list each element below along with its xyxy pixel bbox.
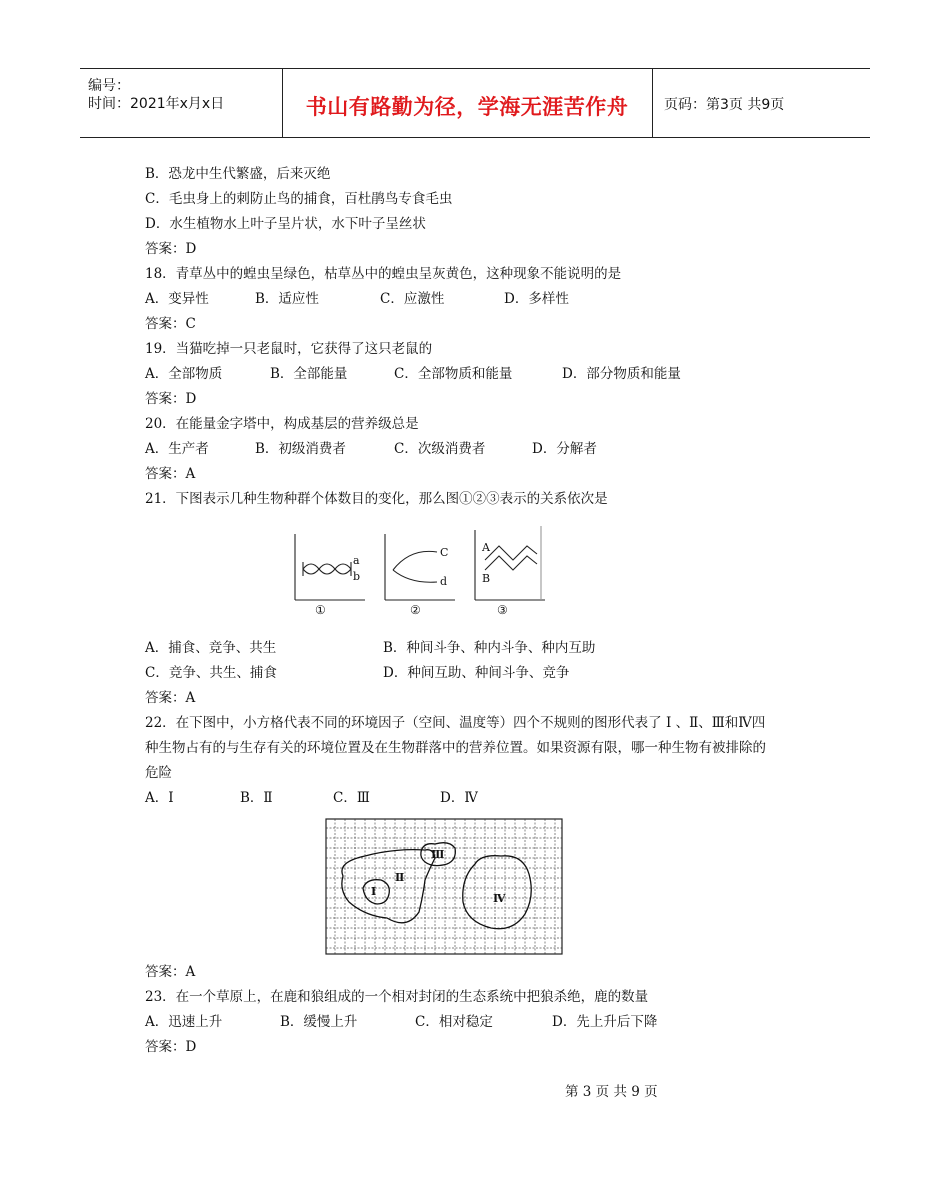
q19-option: B．全部能量	[270, 366, 348, 382]
q20-option: B．初级消费者	[255, 441, 346, 457]
q22-option: D．Ⅳ	[440, 790, 478, 806]
header-motto-cell	[282, 69, 653, 137]
q22-option: C．Ⅲ	[333, 790, 370, 806]
question-23: 23．在一个草原上，在鹿和狼组成的一个相对封闭的生态系统中把狼杀绝，鹿的数量	[145, 989, 649, 1005]
q21-figure	[285, 522, 550, 618]
q22-option: B．Ⅱ	[240, 790, 273, 806]
label-iii: Ⅲ	[431, 848, 445, 861]
question-22-line3: 危险	[145, 765, 172, 781]
page-footer: 第 3 页 共 9 页	[565, 1084, 658, 1100]
q22-option: A．Ⅰ	[145, 790, 174, 806]
answer-22: 答案：A	[145, 964, 196, 980]
q23-option: C．相对稳定	[415, 1014, 493, 1030]
graph1-curve-a	[303, 564, 351, 569]
option-line-c: C．毛虫身上的刺防止鸟的捕食，百杜鹃鸟专食毛虫	[145, 191, 453, 207]
answer-20: 答案：A	[145, 466, 196, 482]
motto: 书山有路勤为径，学海无涯苦作舟	[305, 95, 629, 119]
q19-option: D．部分物质和能量	[562, 366, 681, 382]
q23-option: A．迅速上升	[145, 1014, 223, 1030]
q21-option: A．捕食、竞争、共生	[145, 640, 277, 656]
date-label: 时间：2021年x月x日	[88, 96, 225, 112]
graph2-label-c: C	[440, 546, 449, 559]
option-line-b: B．恐龙中生代繁盛，后来灭绝	[145, 166, 331, 182]
answer-17: 答案：D	[145, 241, 197, 257]
graph2-label-d: d	[440, 575, 448, 588]
q18-option: D．多样性	[504, 291, 569, 307]
q18-option: A．变异性	[145, 291, 209, 307]
graph1-label-b: b	[353, 570, 361, 583]
question-19: 19．当猫吃掉一只老鼠时，它获得了这只老鼠的	[145, 341, 433, 357]
question-22-line1: 22．在下图中，小方格代表不同的环境因子（空间、温度等）四个不规则的图形代表了 Ⅰ 、Ⅱ、Ⅲ和Ⅳ四	[145, 715, 766, 731]
graph3-label-a: A	[482, 541, 490, 554]
graph1-caption: ①	[315, 603, 326, 617]
graph1-label-a: a	[353, 554, 360, 567]
grid-border	[326, 819, 562, 954]
graph2-curve-d	[393, 570, 437, 582]
graph2-curve-c	[393, 551, 437, 570]
page-header	[80, 68, 870, 138]
answer-18: 答案：C	[145, 316, 196, 332]
question-18: 18．青草丛中的蝗虫呈绿色，枯草丛中的蝗虫呈灰黄色，这种现象不能说明的是	[145, 266, 622, 282]
q20-option: D．分解者	[532, 441, 597, 457]
question-22-line2: 种生物占有的与生存有关的环境位置及在生物群落中的营养位置。如果资源有限，哪一种生物有被排除的	[145, 740, 766, 756]
q19-option: A．全部物质	[145, 366, 223, 382]
q21-option: B．种间斗争、种内斗争、种内互助	[383, 640, 596, 656]
label-i: Ⅰ	[371, 885, 377, 898]
q18-option: B．适应性	[255, 291, 319, 307]
q20-option: C．次级消费者	[394, 441, 486, 457]
region-i	[363, 880, 389, 904]
header-right-cell	[652, 69, 870, 137]
graph1-curve-b	[303, 569, 351, 574]
header-left-cell	[80, 69, 283, 137]
q22-grid-figure	[325, 818, 565, 956]
q18-option: C．应激性	[380, 291, 445, 307]
q19-option: C．全部物质和能量	[394, 366, 513, 382]
q21-option: C．竞争、共生、捕食	[145, 665, 277, 681]
label-ii: Ⅱ	[395, 871, 405, 884]
answer-19: 答案：D	[145, 391, 197, 407]
question-21: 21．下图表示几种生物种群个体数目的变化，那么图①②③表示的关系依次是	[145, 491, 608, 507]
code-label: 编号：	[88, 78, 130, 94]
answer-21: 答案：A	[145, 690, 196, 706]
label-iv: Ⅳ	[493, 892, 506, 905]
q23-option: B．缓慢上升	[280, 1014, 358, 1030]
q20-option: A．生产者	[145, 441, 209, 457]
page-info: 页码：第3页 共9页	[664, 97, 785, 113]
q21-option: D．种间互助、种间斗争、竞争	[383, 665, 570, 681]
question-20: 20．在能量金字塔中，构成基层的营养级总是	[145, 416, 419, 432]
graph3-caption: ③	[497, 603, 508, 617]
option-line-d: D．水生植物水上叶子呈片状，水下叶子呈丝状	[145, 216, 426, 232]
graph2-caption: ②	[410, 603, 421, 617]
q23-option: D．先上升后下降	[552, 1014, 658, 1030]
graph3-label-b: B	[482, 572, 491, 585]
answer-23: 答案：D	[145, 1039, 197, 1055]
